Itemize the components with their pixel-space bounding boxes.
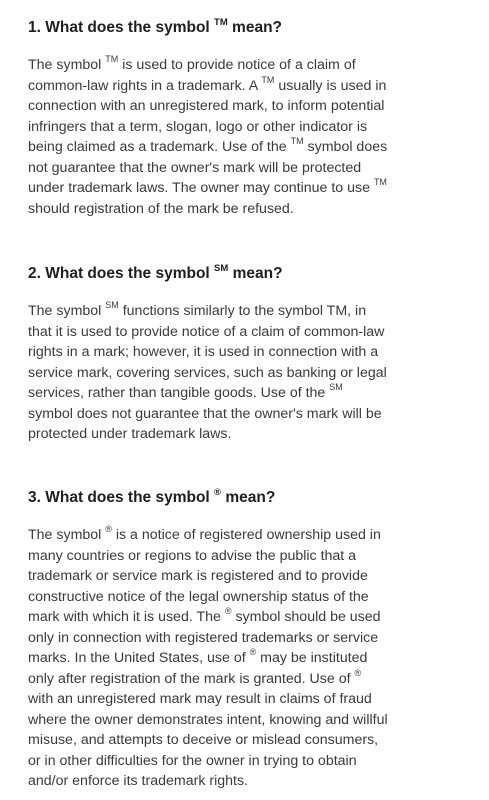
section-heading: 3. What does the symbol ® mean? <box>28 487 276 507</box>
body-line <box>28 607 468 628</box>
body-text: usually is used in <box>274 77 387 94</box>
body-line <box>28 730 468 751</box>
body-text: is a notice of registered ownership used in <box>111 527 381 544</box>
section-body <box>28 525 468 792</box>
body-text: symbol does not guarantee that the owner's mark will be <box>28 405 382 422</box>
section-body <box>28 55 468 219</box>
body-line <box>28 710 468 731</box>
body-text: and/or enforce its trademark rights. <box>28 773 249 790</box>
body-line <box>28 178 468 199</box>
body-text: where the owner demonstrates intent, knowing and willful <box>28 711 388 728</box>
body-line <box>28 669 468 690</box>
section-body <box>28 301 468 445</box>
trademark-symbol: SM <box>329 382 343 393</box>
body-text: symbol does <box>303 139 388 156</box>
section-heading: 1. What does the symbol ™ mean? <box>28 17 283 37</box>
body-text: being claimed as a trademark. Use of the <box>28 139 291 156</box>
body-line <box>28 301 468 322</box>
body-text: that it is used to provide notice of a claim of common-law <box>28 323 385 340</box>
body-line <box>28 689 468 710</box>
trademark-symbol: TM <box>105 54 119 65</box>
body-text: common-law rights in a trademark. A <box>28 77 262 94</box>
body-line <box>28 158 468 179</box>
trademark-symbol: ® <box>105 524 112 535</box>
body-line <box>28 525 468 546</box>
body-line <box>28 322 468 343</box>
body-text: connection with an unregistered mark, to inform potential <box>28 98 385 115</box>
body-text: The symbol <box>28 303 106 320</box>
body-text: The symbol <box>28 57 106 74</box>
body-line <box>28 96 468 117</box>
trademark-symbol: TM <box>261 74 275 85</box>
trademark-symbol: ® <box>249 647 257 658</box>
body-text: with an unregistered mark may result in claims of fraud <box>28 691 372 708</box>
body-text: mark with which it is used. The <box>28 609 225 626</box>
body-text: or in other difficulties for the owner in trying to obtain <box>28 752 357 769</box>
body-text: is used to provide notice of a claim of <box>118 57 356 74</box>
body-line <box>28 648 468 669</box>
trademark-symbol: TM <box>373 177 387 188</box>
body-text: services, rather than tangible goods. Use of the <box>28 385 330 402</box>
body-line <box>28 383 468 404</box>
faq-section-tm <box>28 14 468 219</box>
body-line <box>28 363 468 384</box>
body-text: protected under trademark laws. <box>28 426 232 443</box>
body-text: constructive notice of the legal ownership status of the <box>28 588 369 605</box>
body-text: only in connection with registered trademarks or service <box>28 629 379 646</box>
trademark-symbol: SM <box>105 300 119 311</box>
body-text: rights in a mark; however, it is used in connection with a <box>28 344 379 361</box>
body-line <box>28 424 468 445</box>
faq-section-sm <box>28 260 468 445</box>
body-text: marks. In the United States, use of <box>28 650 250 667</box>
body-line <box>28 55 468 76</box>
body-line <box>28 404 468 425</box>
body-text: not guarantee that the owner's mark will be protected <box>28 159 362 176</box>
body-line <box>28 771 468 792</box>
section-heading: 2. What does the symbol ℠ mean? <box>28 263 283 283</box>
body-text: under trademark laws. The owner may continue to use <box>28 180 374 197</box>
body-text: The symbol <box>28 527 106 544</box>
body-line <box>28 117 468 138</box>
body-text: service mark, covering services, such as banking or legal <box>28 364 387 381</box>
body-line <box>28 587 468 608</box>
body-text: should registration of the mark be refused. <box>28 200 294 217</box>
body-text: symbol should be used <box>231 609 381 626</box>
faq-section-registered <box>28 484 468 792</box>
body-line <box>28 76 468 97</box>
body-line <box>28 628 468 649</box>
body-line <box>28 199 468 220</box>
trademark-symbol: ® <box>354 667 362 678</box>
body-text: functions similarly to the symbol TM, in <box>118 303 367 320</box>
body-line <box>28 566 468 587</box>
body-line <box>28 546 468 567</box>
body-text: many countries or regions to advise the public that a <box>28 547 357 564</box>
body-line <box>28 137 468 158</box>
body-text: only after registration of the mark is granted. Use of <box>28 670 355 687</box>
body-text: trademark or service mark is registered and to provide <box>28 568 368 585</box>
trademark-symbol: ® <box>224 606 232 617</box>
body-text: infringers that a term, slogan, logo or other indicator is <box>28 118 368 135</box>
body-text: misuse, and attempts to deceive or mislead consumers, <box>28 732 379 749</box>
body-text: may be instituted <box>256 650 368 667</box>
trademark-symbol: TM <box>290 136 304 147</box>
body-line <box>28 751 468 772</box>
body-line <box>28 342 468 363</box>
